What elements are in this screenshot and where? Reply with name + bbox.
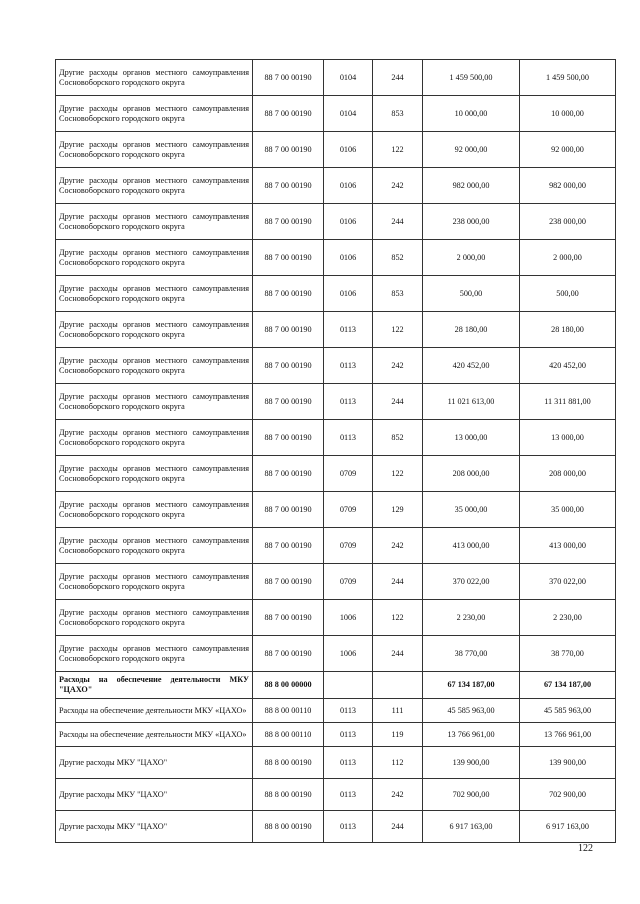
cell-section: 0106 (324, 276, 373, 312)
cell-section: 0113 (324, 384, 373, 420)
cell-sum2: 238 000,00 (520, 204, 616, 240)
cell-sum2: 420 452,00 (520, 348, 616, 384)
cell-vr: 111 (373, 699, 423, 723)
cell-csr: 88 7 00 00190 (253, 564, 324, 600)
cell-csr: 88 7 00 00190 (253, 168, 324, 204)
cell-sum1: 702 900,00 (423, 779, 520, 811)
cell-name: Другие расходы органов местного самоуправления Сосновоборского городского округа (56, 168, 253, 204)
cell-section: 0113 (324, 312, 373, 348)
cell-name: Другие расходы МКУ "ЦАХО" (56, 747, 253, 779)
cell-section: 0106 (324, 168, 373, 204)
cell-vr: 244 (373, 384, 423, 420)
table-row (56, 96, 616, 132)
table-row (56, 699, 616, 723)
cell-name: Другие расходы органов местного самоуправления Сосновоборского городского округа (56, 96, 253, 132)
cell-vr: 244 (373, 564, 423, 600)
cell-sum1: 45 585 963,00 (423, 699, 520, 723)
cell-sum2: 208 000,00 (520, 456, 616, 492)
table-row (56, 600, 616, 636)
cell-sum1: 370 022,00 (423, 564, 520, 600)
cell-sum1: 500,00 (423, 276, 520, 312)
cell-csr: 88 7 00 00190 (253, 528, 324, 564)
table-row (56, 348, 616, 384)
cell-csr: 88 7 00 00190 (253, 312, 324, 348)
table-row (56, 276, 616, 312)
table-row (56, 204, 616, 240)
cell-name: Другие расходы органов местного самоуправления Сосновоборского городского округа (56, 240, 253, 276)
cell-sum2: 982 000,00 (520, 168, 616, 204)
cell-sum1: 6 917 163,00 (423, 811, 520, 843)
cell-section: 0106 (324, 132, 373, 168)
cell-sum2: 2 000,00 (520, 240, 616, 276)
cell-name: Другие расходы органов местного самоуправления Сосновоборского городского округа (56, 636, 253, 672)
cell-sum2: 11 311 881,00 (520, 384, 616, 420)
cell-vr: 852 (373, 240, 423, 276)
cell-vr: 244 (373, 204, 423, 240)
cell-sum2: 10 000,00 (520, 96, 616, 132)
cell-section: 0113 (324, 747, 373, 779)
table-row (56, 564, 616, 600)
cell-sum1: 67 134 187,00 (423, 672, 520, 699)
cell-section: 0113 (324, 779, 373, 811)
cell-sum2: 92 000,00 (520, 132, 616, 168)
table-row (56, 240, 616, 276)
cell-name: Другие расходы органов местного самоуправления Сосновоборского городского округа (56, 60, 253, 96)
cell-sum2: 13 000,00 (520, 420, 616, 456)
cell-name: Другие расходы органов местного самоуправления Сосновоборского городского округа (56, 384, 253, 420)
cell-vr: 122 (373, 132, 423, 168)
table-row (56, 528, 616, 564)
cell-sum1: 208 000,00 (423, 456, 520, 492)
cell-name: Другие расходы органов местного самоуправления Сосновоборского городского округа (56, 456, 253, 492)
cell-sum2: 6 917 163,00 (520, 811, 616, 843)
cell-name: Другие расходы органов местного самоуправления Сосновоборского городского округа (56, 204, 253, 240)
table-row (56, 132, 616, 168)
cell-sum1: 13 766 961,00 (423, 723, 520, 747)
cell-sum2: 413 000,00 (520, 528, 616, 564)
cell-vr: 119 (373, 723, 423, 747)
cell-csr: 88 8 00 00190 (253, 779, 324, 811)
cell-csr: 88 7 00 00190 (253, 60, 324, 96)
cell-sum2: 500,00 (520, 276, 616, 312)
cell-vr: 853 (373, 96, 423, 132)
cell-sum2: 67 134 187,00 (520, 672, 616, 699)
cell-csr: 88 7 00 00190 (253, 240, 324, 276)
budget-table-body (56, 60, 616, 843)
cell-vr: 244 (373, 811, 423, 843)
cell-section: 0113 (324, 348, 373, 384)
cell-section: 0104 (324, 96, 373, 132)
cell-vr: 852 (373, 420, 423, 456)
cell-section: 0113 (324, 699, 373, 723)
table-row (56, 492, 616, 528)
cell-sum1: 413 000,00 (423, 528, 520, 564)
cell-name: Другие расходы органов местного самоуправления Сосновоборского городского округа (56, 564, 253, 600)
cell-csr: 88 8 00 00110 (253, 723, 324, 747)
cell-name: Другие расходы органов местного самоуправления Сосновоборского городского округа (56, 276, 253, 312)
cell-section: 1006 (324, 600, 373, 636)
cell-sum2: 13 766 961,00 (520, 723, 616, 747)
cell-sum1: 139 900,00 (423, 747, 520, 779)
cell-sum1: 28 180,00 (423, 312, 520, 348)
budget-table (55, 59, 616, 843)
cell-vr: 129 (373, 492, 423, 528)
cell-vr (373, 672, 423, 699)
cell-csr: 88 7 00 00190 (253, 420, 324, 456)
cell-vr: 244 (373, 60, 423, 96)
cell-name: Другие расходы органов местного самоуправления Сосновоборского городского округа (56, 132, 253, 168)
cell-sum2: 370 022,00 (520, 564, 616, 600)
cell-csr: 88 7 00 00190 (253, 132, 324, 168)
cell-sum1: 38 770,00 (423, 636, 520, 672)
page-number: 122 (578, 843, 593, 854)
cell-name: Другие расходы органов местного самоуправления Сосновоборского городского округа (56, 492, 253, 528)
cell-name: Другие расходы МКУ "ЦАХО" (56, 811, 253, 843)
table-row (56, 420, 616, 456)
table-row (56, 747, 616, 779)
table-row (56, 456, 616, 492)
cell-vr: 853 (373, 276, 423, 312)
cell-sum2: 45 585 963,00 (520, 699, 616, 723)
cell-sum1: 982 000,00 (423, 168, 520, 204)
cell-csr: 88 7 00 00190 (253, 96, 324, 132)
table-row (56, 811, 616, 843)
cell-csr: 88 7 00 00190 (253, 492, 324, 528)
cell-name: Расходы на обеспечение деятельности МКУ «ЦАХО» (56, 699, 253, 723)
cell-section: 0104 (324, 60, 373, 96)
cell-name: Расходы на обеспечение деятельности МКУ "ЦАХО" (56, 672, 253, 699)
cell-sum1: 35 000,00 (423, 492, 520, 528)
cell-section: 0709 (324, 492, 373, 528)
table-row-subtotal (56, 672, 616, 699)
cell-sum1: 10 000,00 (423, 96, 520, 132)
cell-vr: 244 (373, 636, 423, 672)
cell-vr: 122 (373, 456, 423, 492)
table-row (56, 60, 616, 96)
cell-csr: 88 8 00 00000 (253, 672, 324, 699)
cell-section: 0709 (324, 564, 373, 600)
cell-section: 0113 (324, 420, 373, 456)
cell-name: Другие расходы МКУ "ЦАХО" (56, 779, 253, 811)
cell-csr: 88 8 00 00190 (253, 747, 324, 779)
table-row (56, 723, 616, 747)
cell-csr: 88 7 00 00190 (253, 456, 324, 492)
cell-csr: 88 8 00 00190 (253, 811, 324, 843)
cell-vr: 112 (373, 747, 423, 779)
cell-vr: 242 (373, 528, 423, 564)
cell-vr: 242 (373, 168, 423, 204)
cell-section: 0106 (324, 240, 373, 276)
table-row (56, 636, 616, 672)
cell-section: 1006 (324, 636, 373, 672)
cell-sum1: 238 000,00 (423, 204, 520, 240)
cell-section: 0113 (324, 811, 373, 843)
cell-vr: 242 (373, 779, 423, 811)
cell-sum1: 11 021 613,00 (423, 384, 520, 420)
cell-vr: 122 (373, 312, 423, 348)
cell-csr: 88 7 00 00190 (253, 348, 324, 384)
cell-csr: 88 7 00 00190 (253, 276, 324, 312)
cell-sum2: 139 900,00 (520, 747, 616, 779)
cell-csr: 88 7 00 00190 (253, 600, 324, 636)
cell-section: 0106 (324, 204, 373, 240)
cell-sum2: 1 459 500,00 (520, 60, 616, 96)
cell-sum1: 92 000,00 (423, 132, 520, 168)
cell-sum1: 420 452,00 (423, 348, 520, 384)
table-row (56, 779, 616, 811)
cell-name: Другие расходы органов местного самоуправления Сосновоборского городского округа (56, 312, 253, 348)
cell-section (324, 672, 373, 699)
cell-sum2: 2 230,00 (520, 600, 616, 636)
cell-name: Другие расходы органов местного самоуправления Сосновоборского городского округа (56, 420, 253, 456)
table-row (56, 312, 616, 348)
cell-name: Другие расходы органов местного самоуправления Сосновоборского городского округа (56, 528, 253, 564)
cell-section: 0113 (324, 723, 373, 747)
cell-name: Другие расходы органов местного самоуправления Сосновоборского городского округа (56, 600, 253, 636)
cell-name: Расходы на обеспечение деятельности МКУ «ЦАХО» (56, 723, 253, 747)
cell-sum2: 38 770,00 (520, 636, 616, 672)
cell-sum1: 13 000,00 (423, 420, 520, 456)
cell-name: Другие расходы органов местного самоуправления Сосновоборского городского округа (56, 348, 253, 384)
cell-section: 0709 (324, 528, 373, 564)
cell-csr: 88 7 00 00190 (253, 384, 324, 420)
cell-sum1: 1 459 500,00 (423, 60, 520, 96)
cell-sum2: 702 900,00 (520, 779, 616, 811)
table-row (56, 384, 616, 420)
cell-csr: 88 7 00 00190 (253, 636, 324, 672)
table-row (56, 168, 616, 204)
cell-sum1: 2 000,00 (423, 240, 520, 276)
cell-sum2: 35 000,00 (520, 492, 616, 528)
cell-vr: 242 (373, 348, 423, 384)
cell-csr: 88 8 00 00110 (253, 699, 324, 723)
cell-sum1: 2 230,00 (423, 600, 520, 636)
cell-vr: 122 (373, 600, 423, 636)
cell-csr: 88 7 00 00190 (253, 204, 324, 240)
cell-sum2: 28 180,00 (520, 312, 616, 348)
cell-section: 0709 (324, 456, 373, 492)
